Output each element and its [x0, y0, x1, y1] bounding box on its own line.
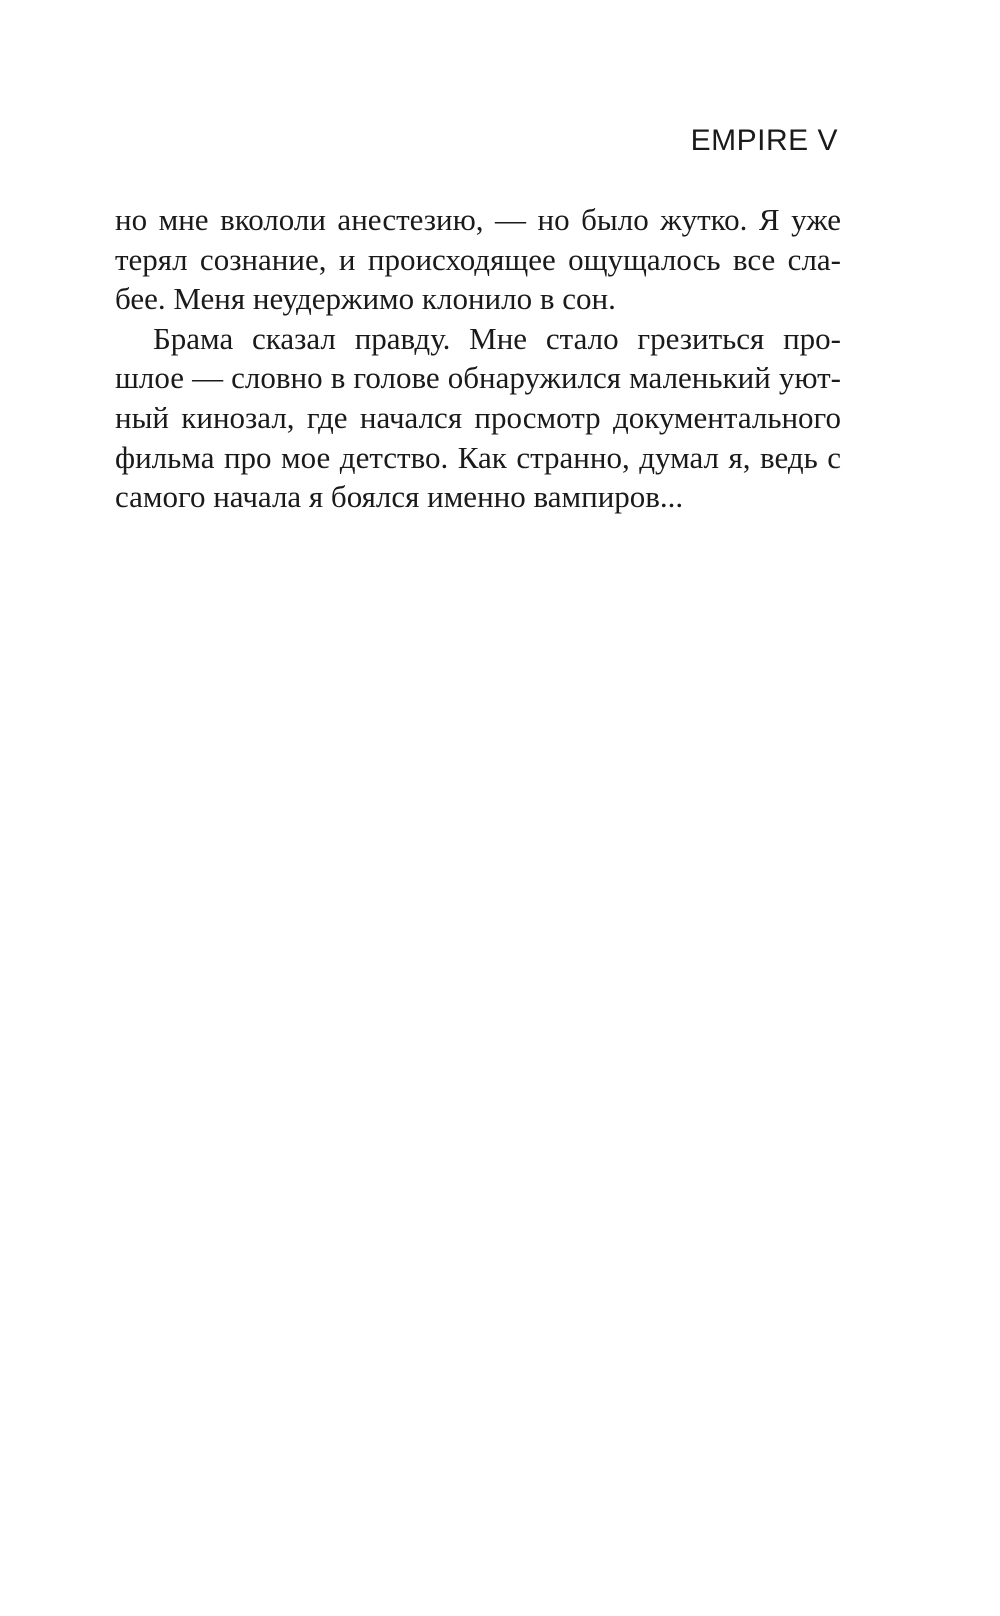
paragraph-1: [115, 200, 841, 319]
text-line: самого начала я боялся именно вампиров...: [115, 479, 684, 515]
text-line: терял сознание, и происходящее ощущалось все сла-: [115, 241, 841, 277]
text-line: Брама сказал правду. Мне стало грезиться про-: [153, 320, 841, 356]
text-line: но мне вкололи анестезию, — но было жутко. Я уже: [115, 202, 841, 237]
paragraph-2: [115, 319, 841, 517]
text-line: ный кинозал, где начался просмотр документального: [115, 399, 841, 435]
text-line: бее. Меня неудержимо клонило в сон.: [115, 281, 616, 317]
body-text: [115, 200, 841, 517]
text-line: шлое — словно в голове обнаружился маленький уют-: [115, 360, 841, 396]
running-header: EMPIRE V: [690, 124, 838, 157]
text-line: фильма про мое детство. Как странно, думал я, ведь с: [115, 439, 841, 475]
